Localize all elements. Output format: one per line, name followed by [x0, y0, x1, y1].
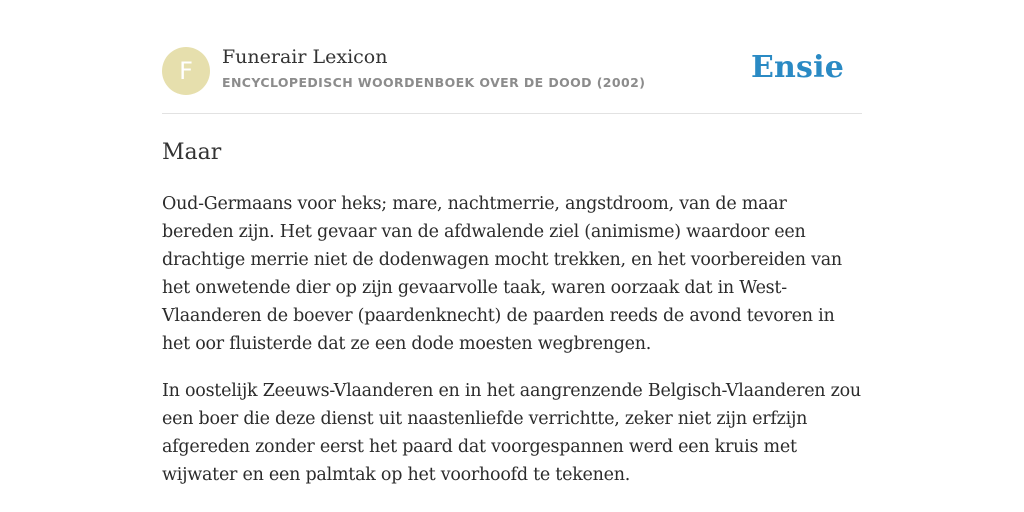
entry-paragraph: In oostelijk Zeeuws-Vlaanderen en in het aangrenzende Belgisch-Vlaanderen zou een boer die deze dienst uit naastenliefde verrichtte, zeker niet zijn erfzijn afgereden zonder eerst het paard dat voorgespannen werd een kruis met wijwater en een palmtak op het voorhoofd te tekenen.: [162, 381, 861, 485]
entry-title: Maar: [162, 140, 222, 165]
source-avatar[interactable]: F: [162, 47, 210, 95]
entry-paragraph: Oud-Germaans voor heks; mare, nachtmerrie, angstdroom, van de maar bereden zijn. Het gevaar van de afdwalende ziel (animisme) waardoor een drachtige merrie niet de dodenwagen mocht trekken, en het voorbereiden van het onwetende dier op zijn gevaarvolle taak, waren oorzaak dat in West-Vlaanderen de boever (paardenknecht) de paarden reeds de avond tevoren in het oor fluisterde dat ze een dode moesten wegbrengen.: [162, 194, 842, 354]
brand-logo[interactable]: Ensie: [750, 50, 844, 85]
source-header: [162, 0, 862, 114]
entry-body: [162, 190, 862, 508]
source-title[interactable]: Funerair Lexicon: [222, 46, 388, 68]
entry-card: [162, 0, 862, 485]
source-subtitle: ENCYCLOPEDISCH WOORDENBOEK OVER DE DOOD (2002): [222, 75, 646, 90]
